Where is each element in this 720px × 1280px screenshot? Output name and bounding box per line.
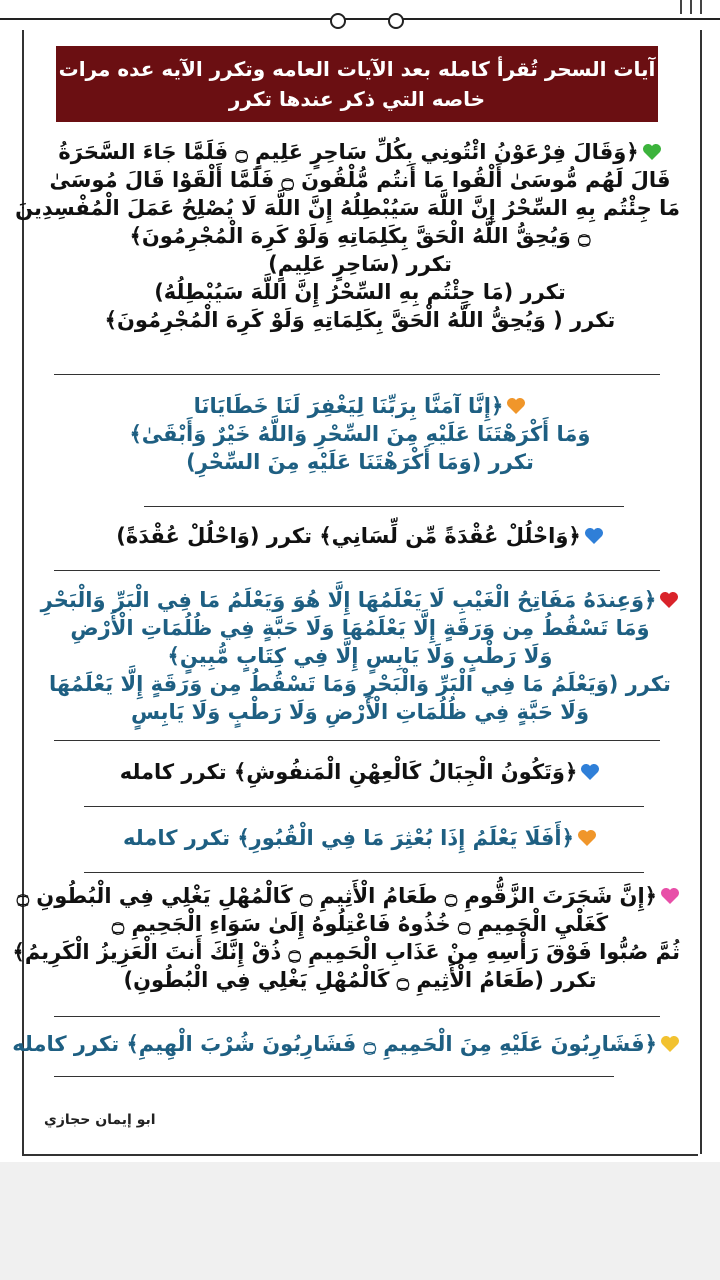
verse-line: ﴿وَعِندَهُ مَفَاتِحُ الْغَيْبِ لَا يَعْلَمُهَا إِلَّا هُوَ وَيَعْلَمُ مَا فِي الْبَرِّ وَالْبَحْرِ — [40, 586, 680, 614]
verse-section — [40, 758, 680, 786]
author-signature: ابو إيمان حجازي — [44, 1112, 156, 1128]
verse-line: قَالَ لَهُم مُّوسَىٰ أَلْقُوا مَا أَنتُم مُّلْقُونَ ۝ فَلَمَّا أَلْقَوْا قَالَ مُوسَىٰ — [49, 168, 671, 192]
section-divider — [54, 1016, 660, 1017]
heart-icon — [506, 397, 526, 415]
verse-line: ﴿أَفَلَا يَعْلَمُ إِذَا بُعْثِرَ مَا فِي الْقُبُورِ﴾ تكرر كامله — [40, 824, 680, 852]
divider-ornament — [330, 13, 346, 29]
verse-section — [40, 522, 680, 550]
heart-icon — [577, 829, 597, 847]
header-line: آيات السحر تُقرأ كامله بعد الآيات العامه وتكرر الآيه عده مرات — [58, 57, 656, 81]
verse-section — [12, 1030, 680, 1058]
verse-line: ۝ وَيُحِقُّ اللَّهُ الْحَقَّ بِكَلِمَاتِهِ وَلَوْ كَرِهَ الْمُجْرِمُونَ﴾ — [129, 224, 591, 248]
verse-line: ﴿إِنَّا آمَنَّا بِرَبِّنَا لِيَغْفِرَ لَنَا خَطَايَانَا — [40, 392, 680, 420]
verse-line: ﴿فَشَارِبُونَ عَلَيْهِ مِنَ الْحَمِيمِ ۝ فَشَارِبُونَ شُرْبَ الْهِيمِ﴾ تكرر كامله — [40, 1030, 680, 1058]
section-divider — [54, 1076, 614, 1077]
section-divider — [54, 570, 660, 571]
repeat-line: تكرر (وَيَعْلَمُ مَا فِي الْبَرِّ وَالْبَحْرِ وَمَا تَسْقُطُ مِن وَرَقَةٍ إِلَّا يَعْلَمُهَا — [49, 672, 671, 696]
section-divider — [84, 872, 644, 873]
section-divider — [144, 506, 624, 507]
header-banner — [56, 46, 658, 122]
verse-line: وَمَا تَسْقُطُ مِن وَرَقَةٍ إِلَّا يَعْلَمُهَا وَلَا حَبَّةٍ فِي ظُلُمَاتِ الْأَرْضِ — [70, 616, 650, 640]
verse-line: وَلَا رَطْبٍ وَلَا يَابِسٍ إِلَّا فِي كِتَابٍ مُّبِينٍ﴾ — [167, 644, 553, 668]
repeat-line: تكرر ( وَيُحِقُّ اللَّهُ الْحَقَّ بِكَلِمَاتِهِ وَلَوْ كَرِهَ الْمُجْرِمُونَ﴾ — [104, 308, 616, 332]
verse-section — [40, 392, 680, 476]
verse-line: ﴿وَقَالَ فِرْعَوْنُ ائْتُونِي بِكُلِّ سَاحِرٍ عَلِيمٍ ۝ فَلَمَّا جَاءَ السَّحَرَةُ — [40, 138, 680, 166]
header-line: خاصه التي ذكر عندها تكرر — [228, 87, 486, 111]
divider-ornament — [388, 13, 404, 29]
verse-section — [15, 138, 680, 334]
section-divider — [54, 374, 660, 375]
repeat-line: وَلَا حَبَّةٍ فِي ظُلُمَاتِ الْأَرْضِ وَلَا رَطْبٍ وَلَا يَابِسٍ — [130, 700, 590, 724]
repeat-line: تكرر (سَاحِرٍ عَلِيمٍ) — [268, 252, 452, 276]
verse-line: وَمَا أَكْرَهْتَنَا عَلَيْهِ مِنَ السِّحْرِ وَاللَّهُ خَيْرٌ وَأَبْقَىٰ﴾ — [129, 422, 591, 446]
verse-line: كَغَلْيِ الْحَمِيمِ ۝ خُذُوهُ فَاعْتِلُوهُ إِلَىٰ سَوَاءِ الْجَحِيمِ ۝ — [111, 912, 609, 936]
bottom-divider — [22, 1154, 698, 1156]
document-sheet — [12, 30, 702, 1154]
section-divider — [84, 806, 644, 807]
heart-icon — [660, 887, 680, 905]
heart-icon — [660, 1035, 680, 1053]
repeat-line: تكرر (مَا جِئْتُم بِهِ السِّحْرُ إِنَّ اللَّهَ سَيُبْطِلُهُ) — [154, 280, 566, 304]
corner-marks — [676, 0, 706, 16]
top-divider — [0, 18, 720, 20]
verse-section — [40, 586, 680, 726]
verse-line: ﴿إِنَّ شَجَرَتَ الزَّقُّومِ ۝ طَعَامُ الْأَثِيمِ ۝ كَالْمُهْلِ يَغْلِي فِي الْبُطُونِ ۝ — [40, 882, 680, 910]
bottom-band — [0, 1162, 720, 1280]
verse-line: ثُمَّ صُبُّوا فَوْقَ رَأْسِهِ مِنْ عَذَابِ الْحَمِيمِ ۝ ذُقْ إِنَّكَ أَنتَ الْعَزِيزُ الْكَرِيمُ﴾ — [12, 940, 680, 964]
verse-line: ﴿وَاحْلُلْ عُقْدَةً مِّن لِّسَانِي﴾ تكرر (وَاحْلُلْ عُقْدَةً) — [40, 522, 680, 550]
repeat-line: تكرر (وَمَا أَكْرَهْتَنَا عَلَيْهِ مِنَ السِّحْرِ) — [186, 450, 534, 474]
heart-icon — [642, 143, 662, 161]
heart-icon — [659, 591, 679, 609]
section-divider — [54, 740, 660, 741]
verse-section — [40, 824, 680, 852]
verse-line: مَا جِئْتُم بِهِ السِّحْرُ إِنَّ اللَّهَ سَيُبْطِلُهُ إِنَّ اللَّهَ لَا يُصْلِحُ عَمَلَ الْمُفْسِدِينَ — [15, 196, 680, 220]
repeat-line: تكرر (طَعَامُ الْأَثِيمِ ۝ كَالْمُهْلِ يَغْلِي فِي الْبُطُونِ) — [123, 968, 597, 992]
verse-line: ﴿وَتَكُونُ الْجِبَالُ كَالْعِهْنِ الْمَنفُوشِ﴾ تكرر كامله — [40, 758, 680, 786]
heart-icon — [580, 763, 600, 781]
verse-section — [12, 882, 680, 994]
heart-icon — [584, 527, 604, 545]
